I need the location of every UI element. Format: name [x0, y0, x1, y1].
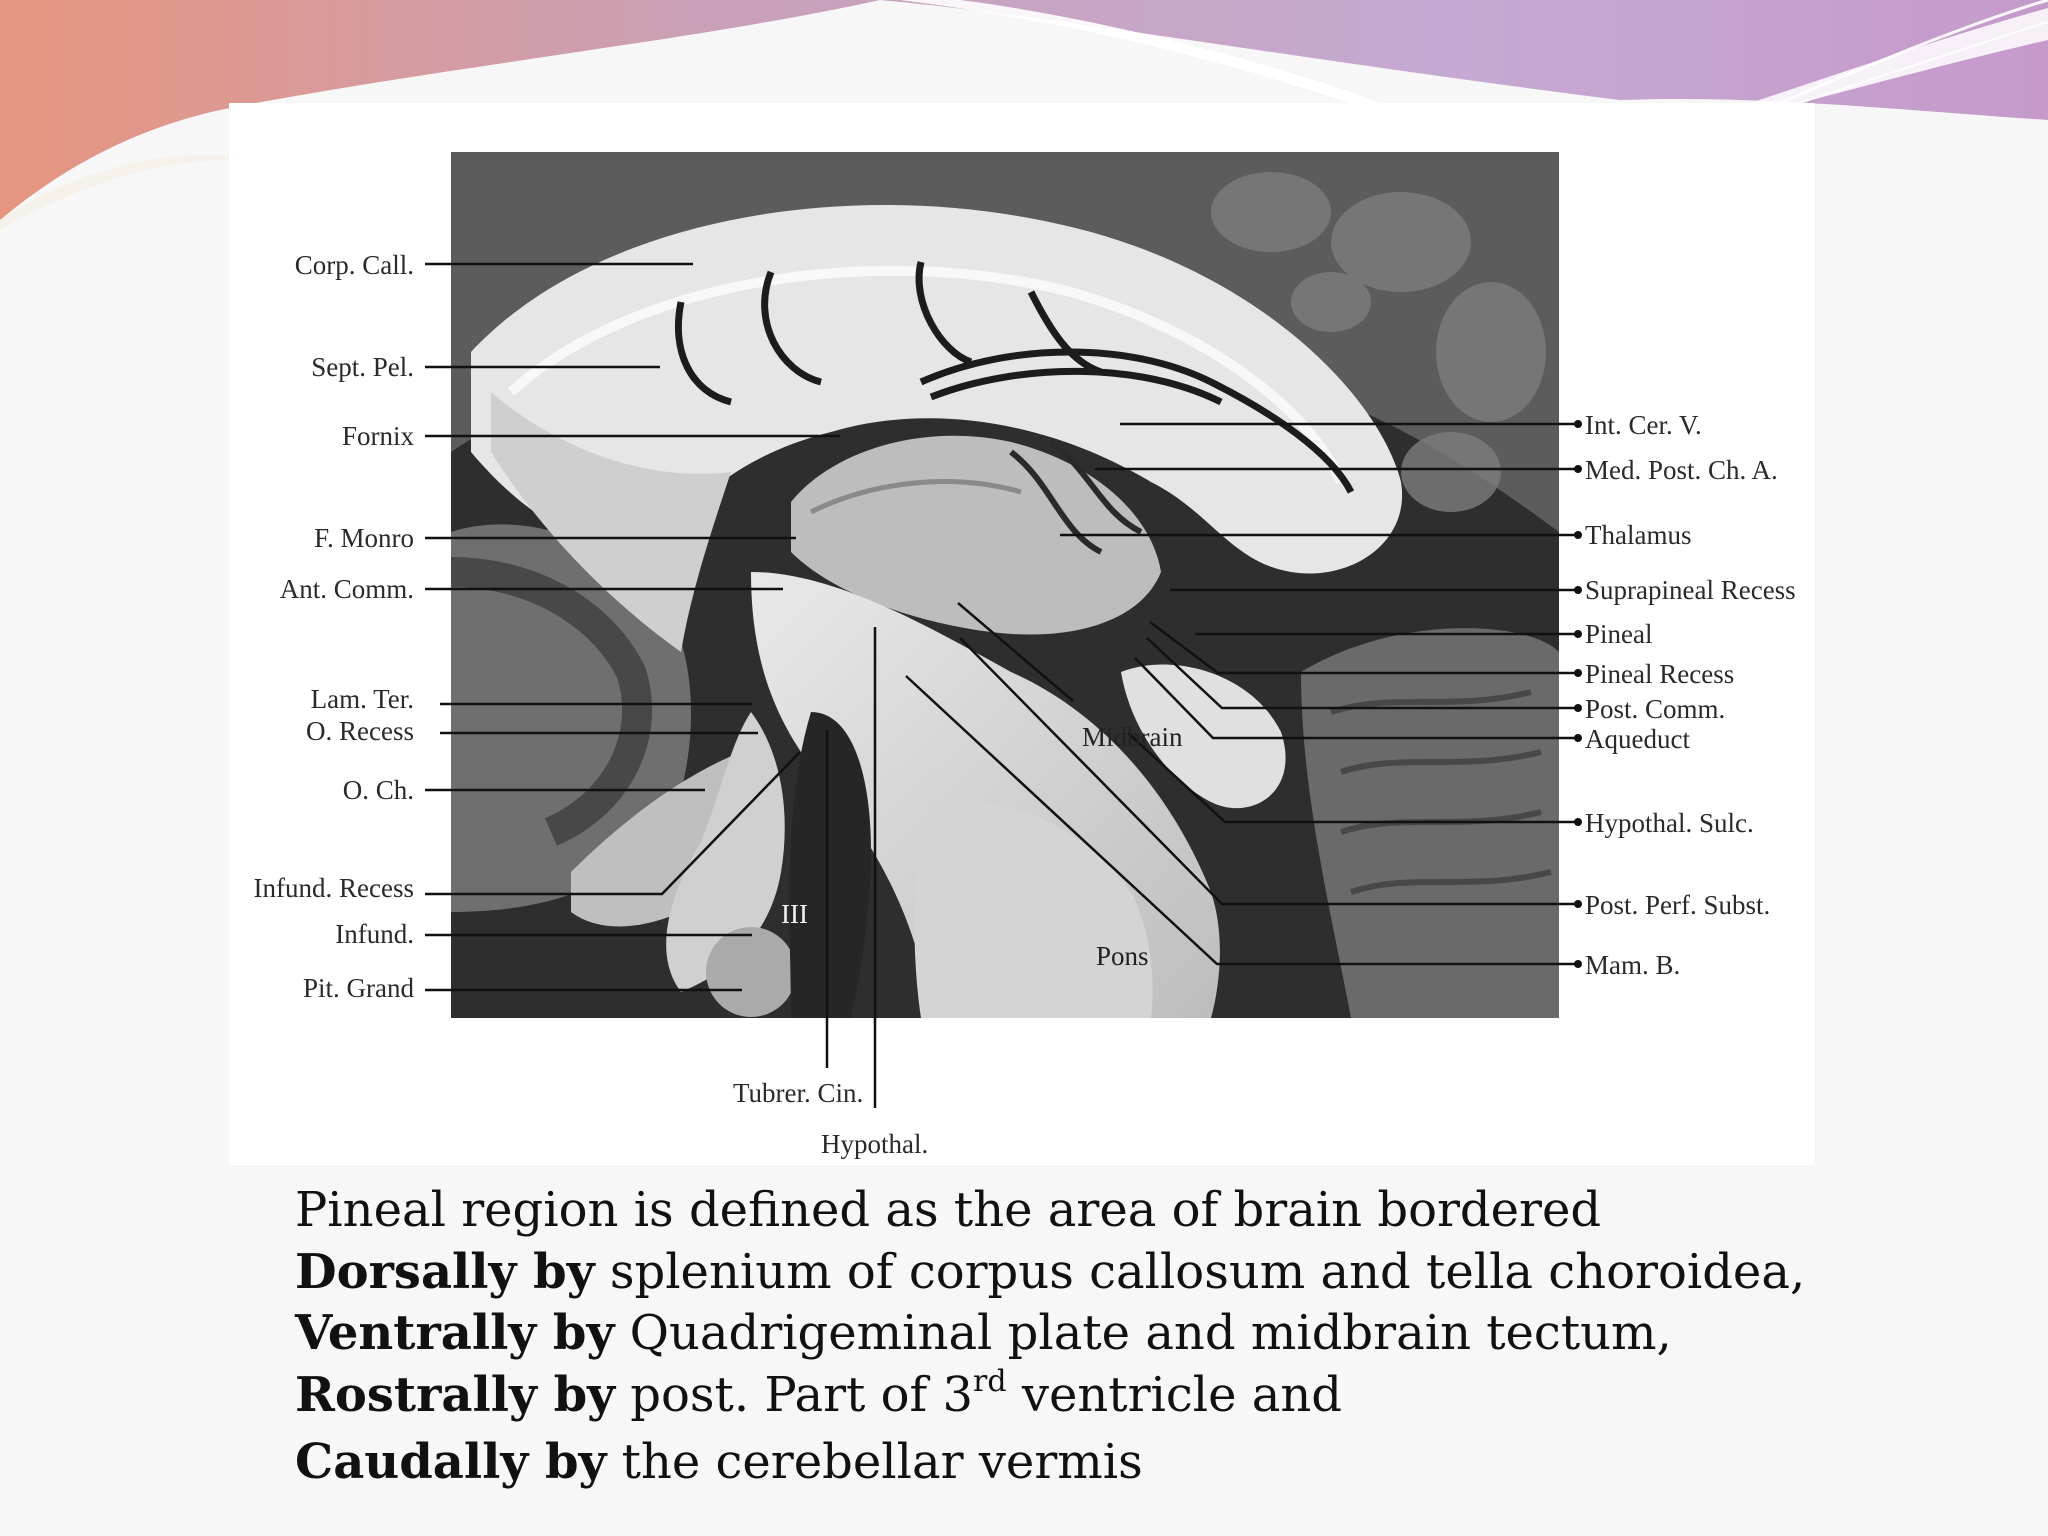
label-hypothal-sulc: Hypothal. Sulc. — [1585, 808, 1754, 838]
caption-caudally-label: Caudally by — [295, 1434, 607, 1490]
caption-rostrally-text: post. Part of 3 — [615, 1366, 974, 1423]
caption-dorsally-label: Dorsally by — [295, 1243, 595, 1300]
label-post-comm: Post. Comm. — [1585, 694, 1726, 724]
caption-ventrally-label: Ventrally by — [295, 1305, 615, 1361]
label-infund: Infund. — [335, 919, 414, 949]
slide-caption — [295, 1180, 1806, 1494]
label-mam-b: Mam. B. — [1585, 950, 1681, 980]
label-sept-pel: Sept. Pel. — [311, 352, 414, 382]
label-lam-ter: Lam. Ter. — [310, 684, 414, 714]
label-int-cer-v: Int. Cer. V. — [1585, 410, 1702, 440]
caption-rd-superscript: rd — [973, 1363, 1007, 1399]
label-hypothal: Hypothal. — [821, 1129, 929, 1159]
label-pit-grand: Pit. Grand — [303, 973, 414, 1003]
label-suprapineal-recess: Suprapineal Recess — [1585, 575, 1796, 605]
caption-line-3 — [295, 1303, 1795, 1365]
label-tubrer-cin: Tubrer. Cin. — [733, 1078, 864, 1108]
caption-ventrally-text: Quadrigeminal plate and midbrain tectum, — [614, 1305, 1672, 1361]
label-aqueduct: Aqueduct — [1585, 724, 1690, 754]
label-fornix: Fornix — [341, 421, 414, 451]
caption-dorsally-text: splenium of corpus callosum and tella choroidea, — [594, 1243, 1806, 1300]
label-infund-recess: Infund. Recess — [253, 873, 414, 903]
label-ant-comm: Ant. Comm. — [279, 574, 414, 604]
label-midbrain: Midbrain — [1082, 722, 1183, 752]
label-corp-call: Corp. Call. — [294, 250, 414, 280]
label-f-monro: F. Monro — [314, 523, 414, 553]
caption-rostrally-label: Rostrally by — [295, 1366, 616, 1423]
label-pons: Pons — [1096, 941, 1149, 971]
caption-line-5 — [295, 1432, 1795, 1494]
caption-rostrally-text-end: ventricle and — [1006, 1366, 1343, 1423]
label-o-recess: O. Recess — [306, 716, 414, 746]
caption-line-1: Pineal region is defined as the area of brain bordered — [295, 1182, 1602, 1238]
label-iii: III — [781, 899, 808, 929]
label-pineal: Pineal — [1585, 619, 1653, 649]
caption-caudally-text: the cerebellar vermis — [606, 1434, 1143, 1490]
label-post-perf-subst: Post. Perf. Subst. — [1585, 890, 1771, 920]
label-med-post-ch-a: Med. Post. Ch. A. — [1585, 455, 1778, 485]
caption-line-4 — [295, 1365, 1795, 1433]
label-o-ch: O. Ch. — [342, 775, 414, 805]
caption-line-2 — [295, 1242, 1806, 1304]
label-thalamus: Thalamus — [1585, 520, 1692, 550]
label-pineal-recess: Pineal Recess — [1585, 659, 1735, 689]
